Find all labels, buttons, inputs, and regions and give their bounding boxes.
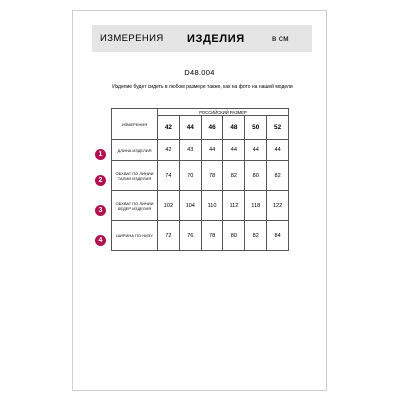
table-cell: 76	[179, 221, 201, 251]
table-cell: 74	[158, 161, 180, 191]
table-cell: 44	[267, 140, 289, 161]
table-cell: 44	[201, 140, 223, 161]
table-cell: 122	[267, 191, 289, 221]
table-row	[112, 221, 289, 251]
table-row	[112, 161, 289, 191]
row-number-badge: 4	[95, 235, 106, 246]
table-cell: 70	[179, 161, 201, 191]
size-header: 48	[223, 116, 245, 140]
size-header: 44	[179, 116, 201, 140]
title-measurements: ИЗМЕРЕНИЯ	[100, 33, 164, 44]
table-row	[112, 140, 289, 161]
size-header: 52	[267, 116, 289, 140]
row-label: ДЛИНА ИЗДЕЛИЯ	[112, 140, 158, 161]
table-cell: 102	[158, 191, 180, 221]
row-number-badge: 1	[95, 149, 106, 160]
table-cell: 118	[245, 191, 267, 221]
product-code: D48.004	[184, 68, 215, 77]
row-label: ОБХВАТ ПО ЛИНИИ ТАЛИИ ИЗДЕЛИЯ	[112, 161, 158, 191]
title-unit: в см	[272, 34, 289, 43]
table-cell: 82	[245, 221, 267, 251]
title-product: ИЗДЕЛИЯ	[187, 32, 245, 45]
row-number-badge: 2	[95, 175, 106, 186]
table-cell: 84	[267, 221, 289, 251]
title-bar	[92, 25, 312, 52]
table-cell: 43	[179, 140, 201, 161]
table-row	[112, 191, 289, 221]
table-cell: 42	[158, 140, 180, 161]
size-table	[111, 108, 289, 251]
fit-note: Изделие будет сидеть в любом размере также, как на фото на нашей модели	[112, 84, 293, 90]
size-group-header: РОССИЙСКИЙ РАЗМЕР	[158, 109, 289, 116]
row-label: ШИРИНА ПО НИЗУ	[112, 221, 158, 251]
table-cell: 78	[201, 221, 223, 251]
table-cell: 82	[223, 161, 245, 191]
table-cell: 44	[245, 140, 267, 161]
table-cell: 80	[223, 221, 245, 251]
size-header: 42	[158, 116, 180, 140]
size-header: 50	[245, 116, 267, 140]
row-label: ОБХВАТ ПО ЛИНИИ БЕДЕР ИЗДЕЛИЯ	[112, 191, 158, 221]
table-cell: 110	[201, 191, 223, 221]
table-cell: 78	[201, 161, 223, 191]
row-number-badge: 3	[95, 205, 106, 216]
size-chart-sheet	[72, 10, 327, 391]
table-cell: 112	[223, 191, 245, 221]
table-cell: 82	[267, 161, 289, 191]
corner-label: ИЗМЕРЕНИЯ	[112, 109, 158, 140]
table-cell: 104	[179, 191, 201, 221]
size-header: 46	[201, 116, 223, 140]
table-cell: 44	[223, 140, 245, 161]
table-cell: 72	[158, 221, 180, 251]
table-cell: 80	[245, 161, 267, 191]
